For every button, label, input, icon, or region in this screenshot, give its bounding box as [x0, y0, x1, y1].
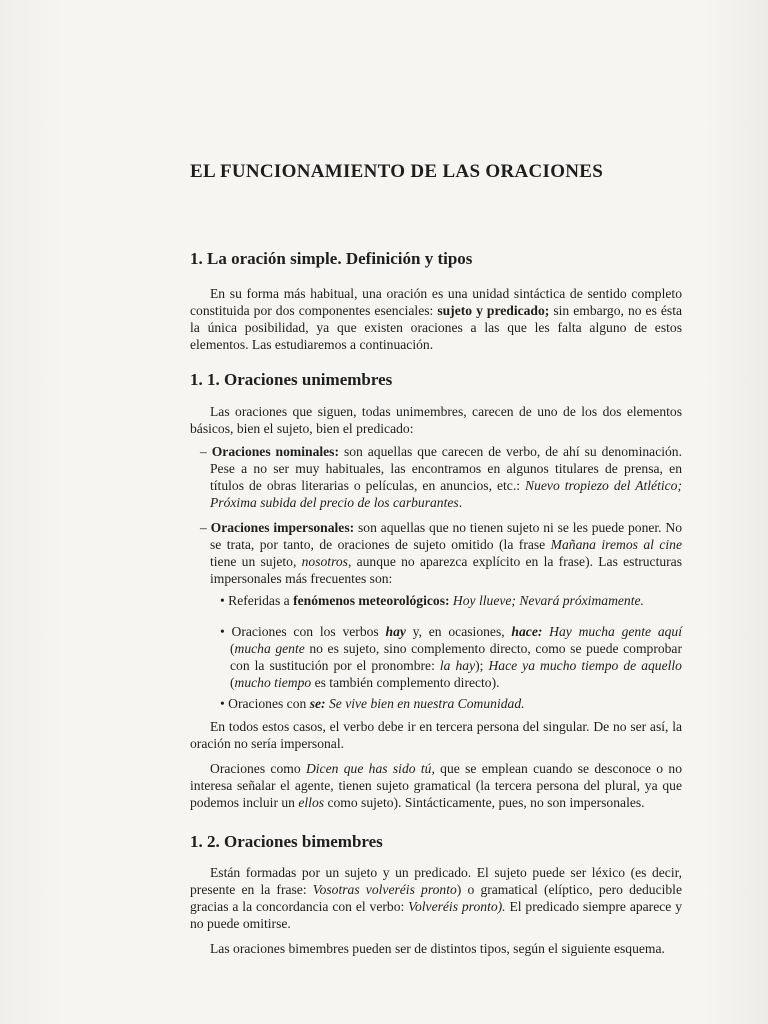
- section12-scheme-intro: Las oraciones bimembres pueden ser de distintos tipos, según el siguiente esquema.: [210, 941, 665, 956]
- list-item-meteorologicos: • Referidas a fenómenos meteorológicos: Hoy llueve; Nevará próximamente.: [220, 593, 644, 608]
- section-heading-1-1: 1. 1. Oraciones unimembres: [190, 370, 393, 389]
- paragraph-todos-casos: En todos estos casos, el verbo debe ir en tercera persona del singular. De no ser así, la oración no sería impersonal.: [190, 719, 682, 751]
- list-item-impersonales: – Oraciones impersonales: son aquellas que no tienen sujeto ni se les puede poner. No se trata, por tanto, de oraciones de sujeto omitido (la frase Mañana iremos al cine tiene un sujeto, nosotros, aunque no aparezca explícito en la frase). Las estructuras impersonales más frecuentes son:: [200, 520, 683, 586]
- list-item-se: • Oraciones con se: Se vive bien en nuestra Comunidad.: [220, 696, 525, 711]
- page-title: EL FUNCIONAMIENTO DE LAS ORACIONES: [190, 161, 604, 182]
- section11-intro: Las oraciones que siguen, todas unimembres, carecen de uno de los dos elementos básicos, bien el sujeto, bien el predicado:: [190, 404, 682, 436]
- list-item-nominales: – Oraciones nominales: son aquellas que carecen de verbo, de ahí su denominación. Pese a no ser muy habituales, las encontramos en algunos titulares de prensa, en títulos de obras literarias o películas, en anuncios, etc.: Nuevo tropiezo del Atlético; Próxima subida del precio de los carburantes.: [200, 444, 682, 510]
- section-heading-1: 1. La oración simple. Definición y tipos: [190, 249, 473, 268]
- section-heading-1-2: 1. 2. Oraciones bimembres: [190, 832, 383, 851]
- document-body: [190, 160, 682, 957]
- section12-paragraph: Están formadas por un sujeto y un predicado. El sujeto puede ser léxico (es decir, presente en la frase: Vosotras volveréis pronto) o gramatical (elíptico, pero deducible gracias a la concordancia con el verbo: Volveréis pronto). El predicado siempre aparece y no puede omitirse.: [190, 865, 682, 931]
- types-list: [190, 443, 682, 587]
- paragraph-dicen: Oraciones como Dicen que has sido tú, que se emplean cuando se desconoce o no interesa señalar el agente, tienen sujeto gramatical (la tercera persona del plural, ya que podemos incluir un ellos como sujeto). Sintácticamente, pues, no son impersonales.: [190, 761, 682, 810]
- section1-paragraph: En su forma más habitual, una oración es una unidad sintáctica de sentido completo constituida por dos componentes esenciales: sujeto y predicado; sin embargo, no es ésta la única posibilidad, ya que existen oraciones a las que les falta alguno de estos elementos. Las estudiaremos a continuación.: [190, 286, 683, 352]
- impersonal-bullets: [190, 592, 682, 712]
- list-item-hay-hace: • Oraciones con los verbos hay y, en ocasiones, hace: Hay mucha gente aquí (mucha gente no es sujeto, sino complemento directo, como se puede comprobar con la sustitución por el pronombre: la hay); Hace ya mucho tiempo de aquello (mucho tiempo es también complemento directo).: [220, 624, 682, 690]
